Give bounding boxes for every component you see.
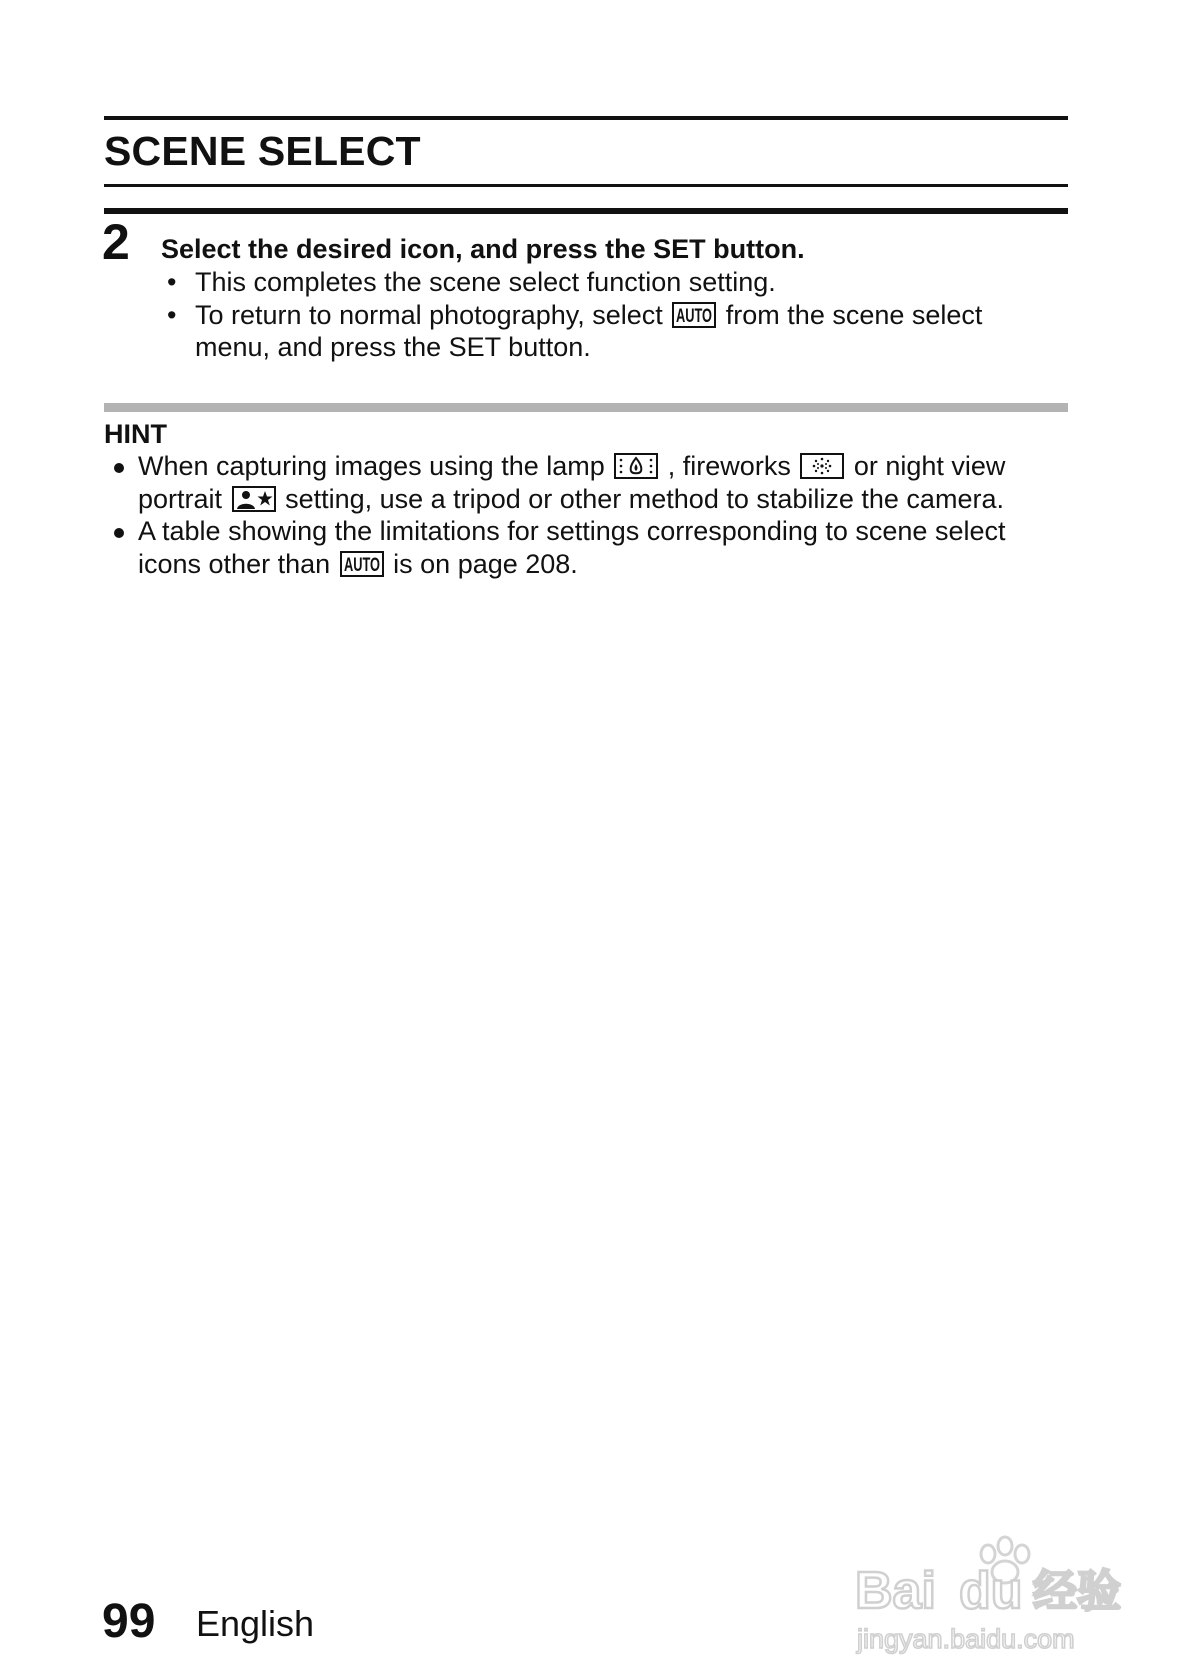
step-number: 2 [102,214,130,270]
bullet-dot-icon: • [167,267,177,297]
auto-mode-icon [672,302,716,328]
svg-text:经验: 经验 [1033,1566,1121,1617]
svg-text:jingyan.baidu.com: jingyan.baidu.com [857,1624,1075,1654]
hint-text: or night view portrait [138,451,1006,514]
step-bullet-text: To return to normal photography, select [195,299,663,330]
hint-text: When capturing images using the lamp [138,451,605,481]
svg-text:AUTO: AUTO [676,305,713,327]
svg-text:AUTO: AUTO [343,554,380,576]
night-portrait-mode-icon [232,486,276,512]
step-bullet [161,266,1061,299]
step-title: Select the desired icon, and press the SET button. [161,234,805,264]
header-top-rule [104,116,1068,120]
hint-text: A table showing the limitations for settings corresponding to scene select icons other than [138,516,1006,579]
step-bullet [161,299,1061,364]
hint-text: is on page 208. [393,548,578,579]
step-divider [104,208,1068,214]
svg-text:Bai: Bai [855,1562,936,1620]
svg-text:du: du [959,1562,1023,1620]
bullet-dot-icon: • [167,299,177,330]
auto-mode-icon [340,551,384,577]
hint-text: , fireworks [667,451,791,481]
header-bottom-rule [104,184,1068,187]
bullet-dot-icon [114,528,124,538]
hint-divider [104,403,1068,412]
hint-text: setting, use a tripod or other method to stabilize the camera. [285,483,1004,514]
lamp-mode-icon [614,453,658,479]
hint-item [104,450,1064,515]
step-bullet-text: This completes the scene select function setting. [195,267,776,297]
hint-label: HINT [104,419,167,449]
fireworks-mode-icon [800,453,844,479]
hint-item [104,515,1064,580]
page-title: SCENE SELECT [104,128,421,174]
step-bullet-text: from the scene select menu, and press the SET button. [195,299,983,362]
baidu-watermark-logo [855,1520,1135,1660]
bullet-dot-icon [114,463,124,473]
page-language: English [196,1603,315,1644]
hint-list [104,450,1064,580]
page-number: 99 [102,1595,156,1648]
step-bullet-list [161,266,1061,364]
